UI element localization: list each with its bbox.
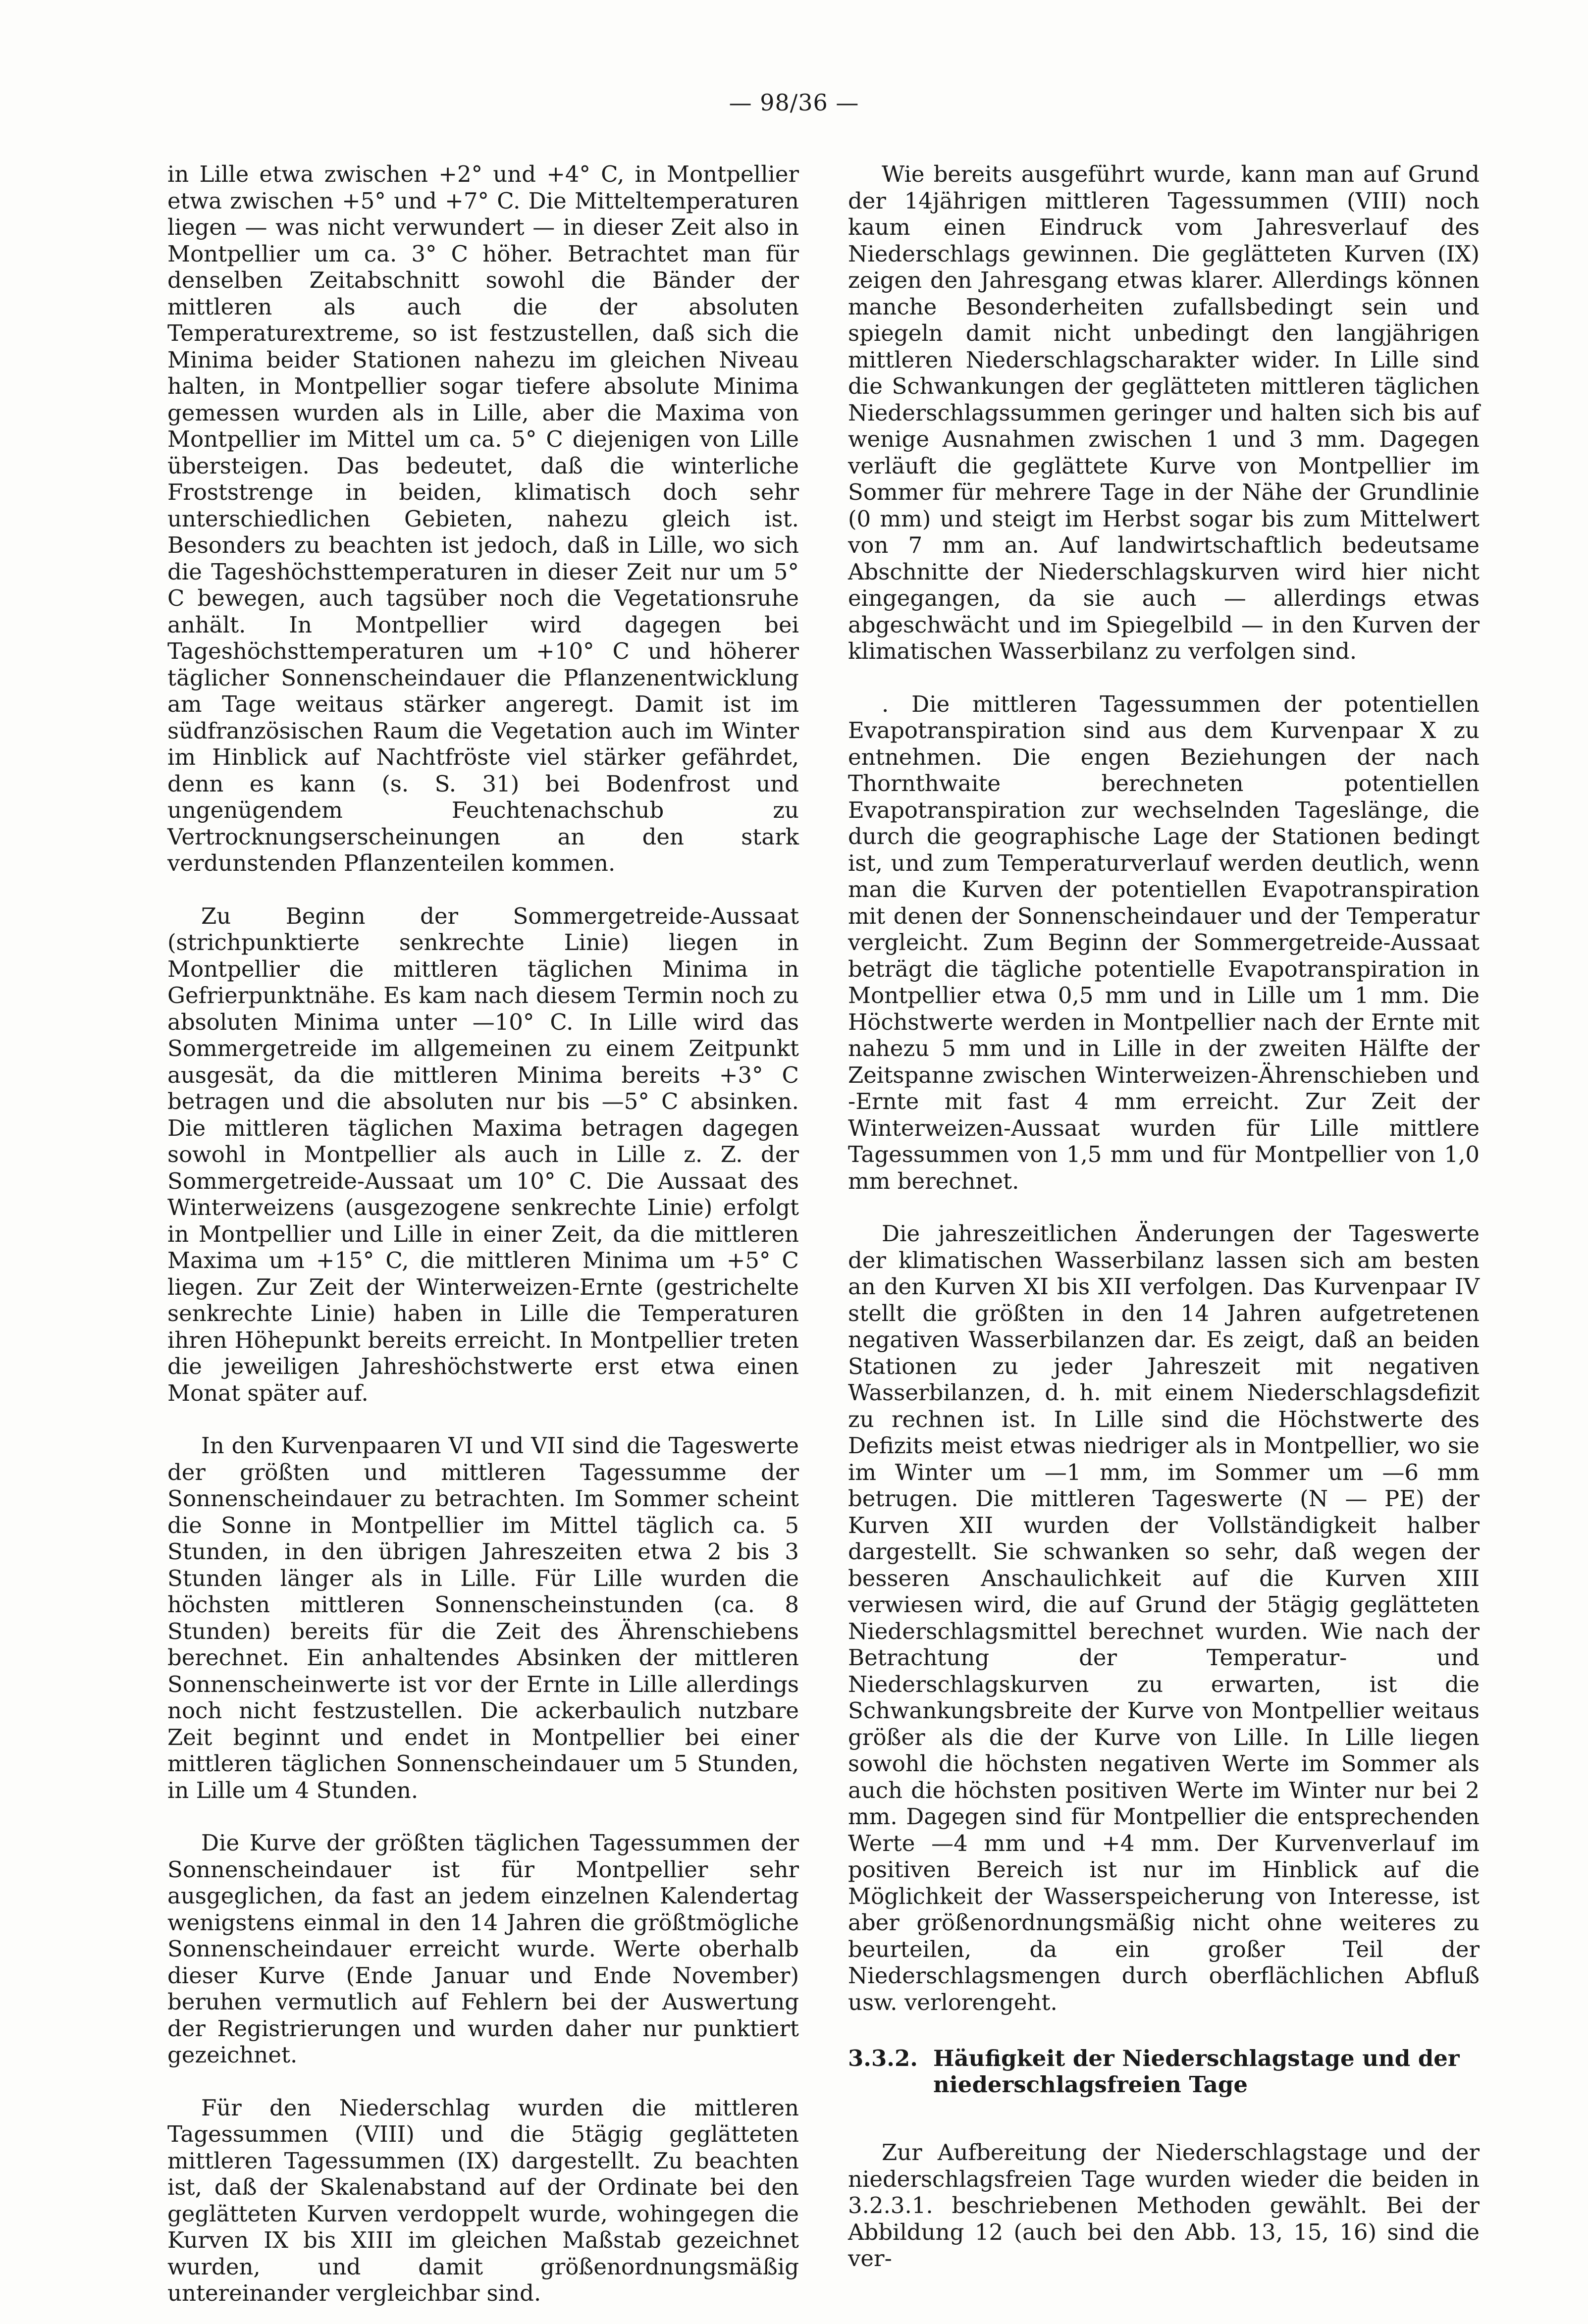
paragraph: Die jahreszeitlichen Änderungen der Tageswerte der klimatischen Wasserbilanz lassen sich am besten an den Kurven XI bis XII verfolgen. Das Kurvenpaar IV stellt die größten in den 14 Jahren aufgetretenen negativen Wasserbilanzen dar. Es zeigt, daß an beiden Stationen zu jeder Jahreszeit mit negativen Wasserbilanzen, d. h. mit einem Niederschlagsdefizit zu rechnen ist. In Lille sind die Höchstwerte des Defizits meist etwas niedriger als in Montpellier, wo sie im Winter um —1 mm, im Sommer um —6 mm betrugen. Die mittleren Tageswerte (N — PE) der Kurven XII wurden der Vollständigkeit halber dargestellt. Sie schwanken so sehr, daß wegen der besseren Anschaulichkeit auf die Kurven XIII verwiesen wird, die auf Grund der 5tägig geglätteten Niederschlagsmittel berechnet wurden. Wie nach der Betrachtung der Temperatur- und Niederschlagskurven zu erwarten, ist die Schwankungsbreite der Kurve von Montpellier weitaus größer als die der Kurve von Lille. In Lille liegen sowohl die höchsten negativen Werte im Sommer als auch die höchsten positiven Werte im Winter nur bei 2 mm. Dagegen sind für Montpellier die entsprechenden Werte —4 mm und +4 mm. Der Kurvenverlauf im positiven Bereich ist nur im Hinblick auf die Möglichkeit der Wasserspeicherung von Interesse, ist aber größenordnungsmäßig nicht ohne weiteres zu beurteilen, da ein großer Teil der Niederschlagsmengen durch oberflächlichen Abfluß usw. verlorengeht. <box>848 1220 1480 2015</box>
paragraph: Zu Beginn der Sommergetreide-Aussaat (strichpunktierte senkrechte Linie) liegen in Montpellier die mittleren täglichen Minima in Gefrierpunktnähe. Es kam nach diesem Termin noch zu absoluten Minima unter —10° C. In Lille wird das Sommergetreide im allgemeinen zu einem Zeitpunkt ausgesät, da die mittleren Minima bereits +3° C betragen und die absoluten nur bis —5° C absinken. Die mittleren täglichen Maxima betragen dagegen sowohl in Montpellier als auch in Lille z. Z. der Sommergetreide-Aussaat um 10° C. Die Aussaat des Winterweizens (ausgezogene senkrechte Linie) erfolgt in Montpellier und Lille in einer Zeit, da die mittleren Maxima um +15° C, die mittleren Minima um +5° C liegen. Zur Zeit der Winterweizen-Ernte (gestrichelte senkrechte Linie) haben in Lille die Temperaturen ihren Höhepunkt bereits erreicht. In Montpellier treten die jeweiligen Jahreshöchstwerte erst etwa einen Monat später auf. <box>167 902 799 1406</box>
left-column <box>167 161 799 2307</box>
paragraph: Die Kurve der größten täglichen Tagessummen der Sonnenscheindauer ist für Montpellier sehr ausgeglichen, da fast an jedem einzelnen Kalendertag wenigstens einmal in den 14 Jahren die größtmögliche Sonnenscheindauer erreicht wurde. Werte oberhalb dieser Kurve (Ende Januar und Ende November) beruhen vermutlich auf Fehlern bei der Auswertung der Registrierungen und wurden daher nur punktiert gezeichnet. <box>167 1830 799 2068</box>
right-column <box>848 161 1480 2272</box>
page-number: — 98/36 — <box>729 89 859 116</box>
section-title: Häufigkeit der Niederschlagstage und der niederschlagsfreien Tage <box>933 2045 1460 2098</box>
paragraph: Zur Aufbereitung der Niederschlagstage und der niederschlagsfreien Tage wurden wieder die beiden in 3.2.3.1. beschriebenen Methoden gewählt. Bei der Abbildung 12 (auch bei den Abb. 13, 15, 16) sind die ver- <box>848 2139 1480 2271</box>
section-heading <box>848 2045 1480 2098</box>
paragraph: Wie bereits ausgeführt wurde, kann man auf Grund der 14jährigen mittleren Tagessummen (VIII) noch kaum einen Eindruck vom Jahresverlauf des Niederschlags gewinnen. Die geglätteten Kurven (IX) zeigen den Jahresgang etwas klarer. Allerdings können manche Besonderheiten zufallsbedingt sein und spiegeln damit nicht unbedingt den langjährigen mittleren Niederschlagscharakter wider. In Lille sind die Schwankungen der geglätteten mittleren täglichen Niederschlagssummen geringer und halten sich bis auf wenige Ausnahmen zwischen 1 und 3 mm. Dagegen verläuft die geglättete Kurve von Montpellier im Sommer für mehrere Tage in der Nähe der Grundlinie (0 mm) und steigt im Herbst sogar bis zum Mittelwert von 7 mm an. Auf landwirtschaftlich bedeutsame Abschnitte der Niederschlagskurven wird hier nicht eingegangen, da sie auch — allerdings etwas abgeschwächt und im Spiegelbild — in den Kurven der klimatischen Wasserbilanz zu verfolgen sind. <box>848 161 1480 664</box>
paragraph: in Lille etwa zwischen +2° und +4° C, in Montpellier etwa zwischen +5° und +7° C. Die Mitteltemperaturen liegen — was nicht verwundert — in dieser Zeit also in Montpellier um ca. 3° C höher. Betrachtet man für denselben Zeitabschnitt sowohl die Bänder der mittleren als auch die der absoluten Temperaturextreme, so ist festzustellen, daß sich die Minima beider Stationen nahezu im gleichen Niveau halten, in Montpellier sogar tiefere absolute Minima gemessen wurden als in Lille, aber die Maxima von Montpellier im Mittel um ca. 5° C diejenigen von Lille übersteigen. Das bedeutet, daß die winterliche Froststrenge in beiden, klimatisch doch sehr unterschiedlichen Gebieten, nahezu gleich ist. Besonders zu beachten ist jedoch, daß in Lille, wo sich die Tageshöchsttemperaturen in dieser Zeit nur um 5° C bewegen, auch tagsüber noch die Vegetationsruhe anhält. In Montpellier wird dagegen bei Tageshöchsttemperaturen um +10° C und höherer täglicher Sonnenscheindauer die Pflanzenentwicklung am Tage weitaus stärker angeregt. Damit ist im südfranzösischen Raum die Vegetation auch im Winter im Hinblick auf Nachtfröste viel stärker gefährdet, denn es kann (s. S. 31) bei Bodenfrost und ungenügendem Feuchtenachschub zu Vertrocknungserscheinungen an den stark verdunstenden Pflanzenteilen kommen. <box>167 161 799 876</box>
paragraph: In den Kurvenpaaren VI und VII sind die Tageswerte der größten und mittleren Tagessumme der Sonnenscheindauer zu betrachten. Im Sommer scheint die Sonne in Montpellier im Mittel täglich ca. 5 Stunden, in den übrigen Jahreszeiten etwa 2 bis 3 Stunden länger als in Lille. Für Lille wurden die höchsten mittleren Sonnenscheinstunden (ca. 8 Stunden) bereits für die Zeit des Ährenschiebens berechnet. Ein anhaltendes Absinken der mittleren Sonnenscheinwerte ist vor der Ernte in Lille allerdings noch nicht festzustellen. Die ackerbaulich nutzbare Zeit beginnt und endet in Montpellier bei einer mittleren täglichen Sonnenscheindauer um 5 Stunden, in Lille um 4 Stunden. <box>167 1432 799 1803</box>
paragraph: . Die mittleren Tagessummen der potentiellen Evapotranspiration sind aus dem Kurvenpaar X zu entnehmen. Die engen Beziehungen der nach Thornthwaite berechneten potentiellen Evapotranspiration zur wechselnden Tageslänge, die durch die geographische Lage der Stationen bedingt ist, und zum Temperaturverlauf werden deutlich, wenn man die Kurven der potentiellen Evapotranspiration mit denen der Sonnenscheindauer und der Temperatur vergleicht. Zum Beginn der Sommergetreide-Aussaat beträgt die tägliche potentielle Evapotranspiration in Montpellier etwa 0,5 mm und in Lille um 1 mm. Die Höchstwerte werden in Montpellier nach der Ernte mit nahezu 5 mm und in Lille in der zweiten Hälfte der Zeitspanne zwischen Winterweizen-Ährenschieben und -Ernte mit fast 4 mm erreicht. Zur Zeit der Winterweizen-Aussaat wurden für Lille mittlere Tagessummen von 1,5 mm und für Montpellier von 1,0 mm berechnet. <box>848 690 1480 1194</box>
section-number: 3.3.2. <box>848 2045 918 2071</box>
paragraph: Für den Niederschlag wurden die mittleren Tagessummen (VIII) und die 5tägig geglätteten mittleren Tagessummen (IX) dargestellt. Zu beachten ist, daß der Skalenabstand auf der Ordinate bei den geglätteten Kurven verdoppelt wurde, wohingegen die Kurven IX bis XIII im gleichen Maßstab gezeichnet wurden, und damit größenordnungsmäßig untereinander vergleichbar sind. <box>167 2094 799 2306</box>
